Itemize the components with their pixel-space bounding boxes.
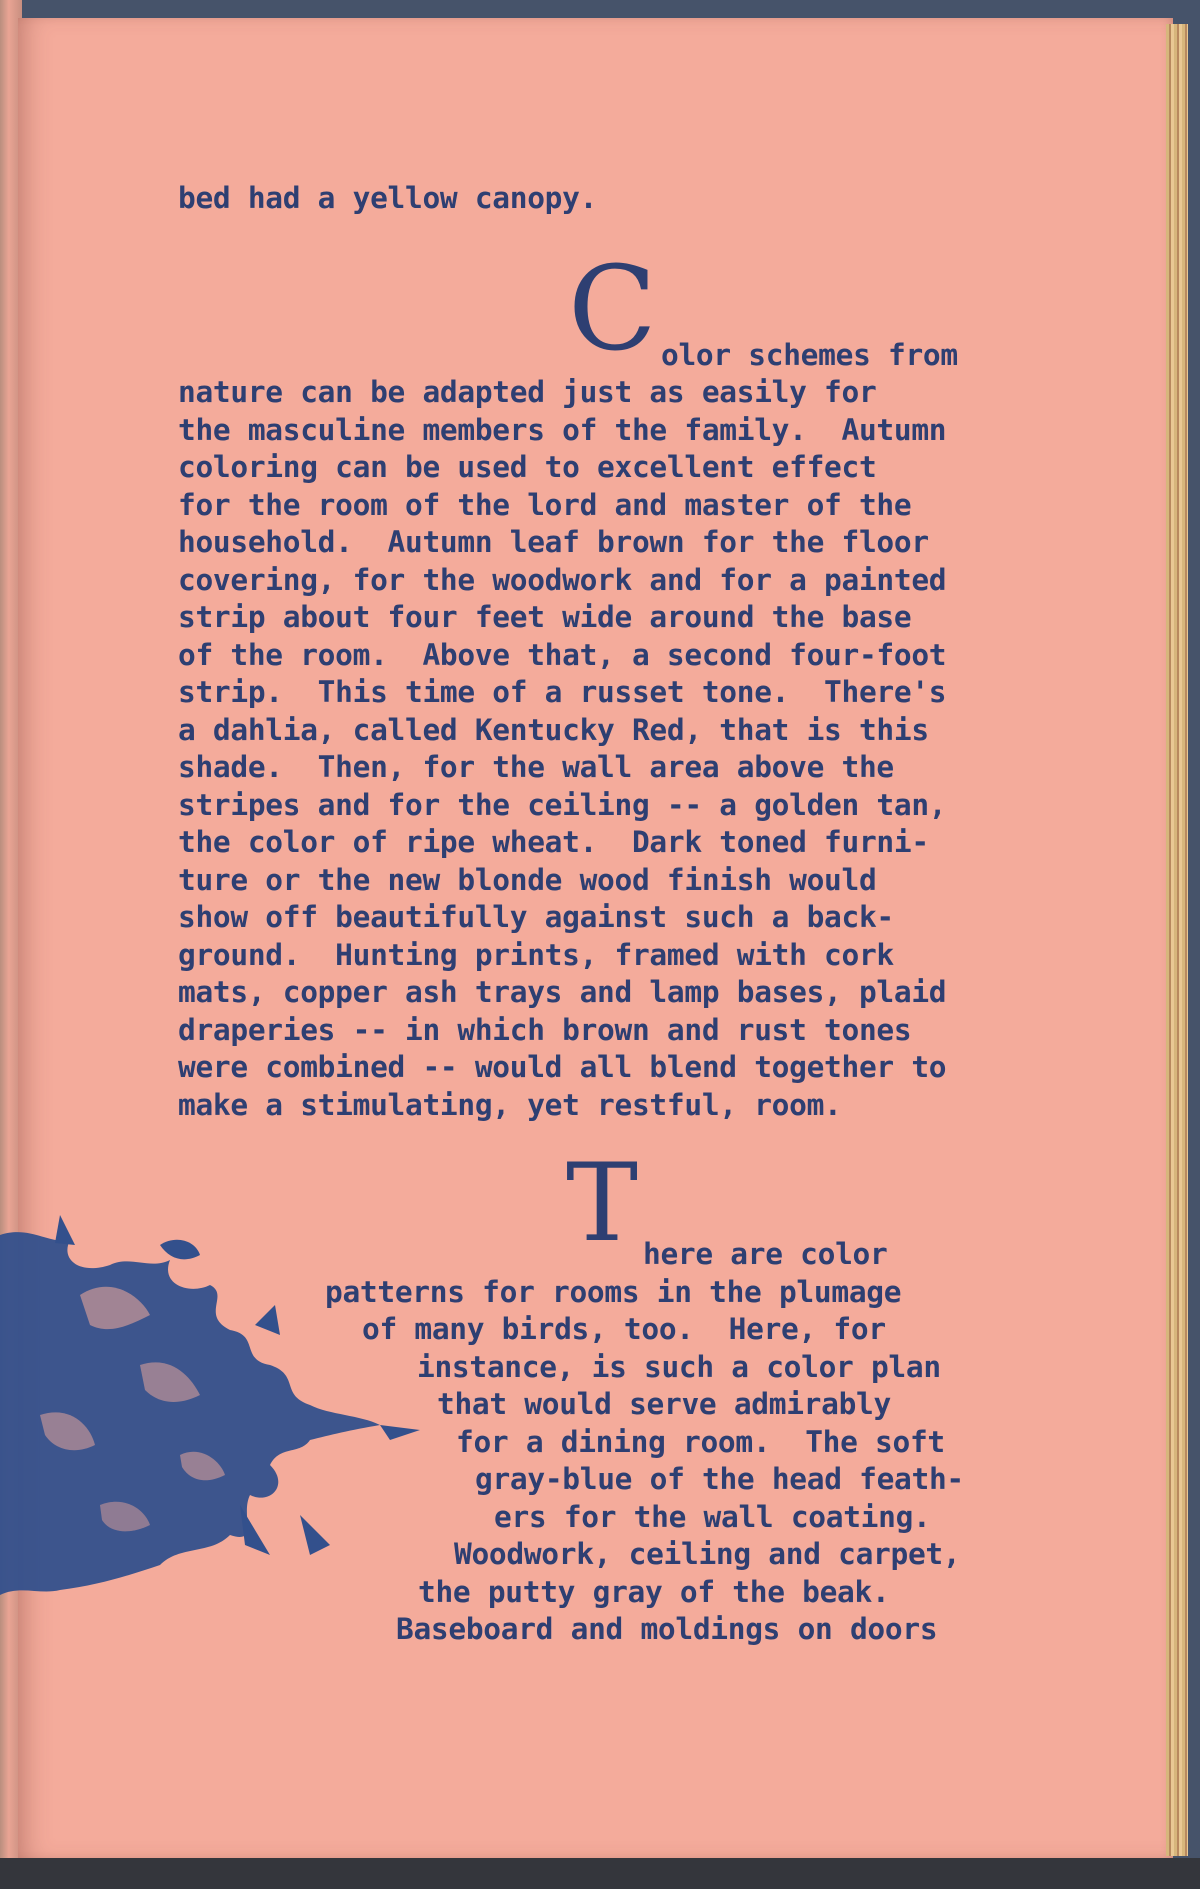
paragraph1-first-line: olor schemes from	[661, 338, 958, 372]
page-edges	[1166, 24, 1188, 1856]
paragraph1-line: were combined -- would all blend together to	[178, 1050, 947, 1084]
paragraph1-line: strip. This time of a russet tone. There's	[178, 675, 947, 709]
paragraph2-first-line: here are color	[643, 1237, 888, 1271]
paragraph1-line: household. Autumn leaf brown for the floor	[178, 525, 929, 559]
paragraph1-line: coloring can be used to excellent effect	[178, 450, 877, 484]
paragraph2-line: gray-blue of the head feath-	[475, 1462, 964, 1496]
paragraph1-line: the masculine members of the family. Autumn	[178, 412, 947, 447]
continued-line: bed had a yellow canopy.	[178, 181, 598, 215]
paragraph2-line: instance, is such a color plan	[417, 1349, 941, 1384]
paragraph1-line: draperies -- in which brown and rust tones	[178, 1012, 912, 1047]
paragraph1-line: mats, copper ash trays and lamp bases, plaid	[178, 975, 947, 1009]
paragraph2-line: for a dining room. The soft	[456, 1424, 945, 1459]
paragraph2-line: Baseboard and moldings on doors	[396, 1612, 938, 1646]
paragraph1-line: ground. Hunting prints, framed with cork	[178, 937, 894, 972]
paragraph1-line: show off beautifully against such a back-	[178, 900, 894, 934]
paragraph1-line: make a stimulating, yet restful, room.	[178, 1087, 842, 1122]
drop-cap-t: T	[566, 1141, 639, 1266]
paragraph2-line: Woodwork, ceiling and carpet,	[454, 1537, 961, 1571]
drop-cap-c: C	[568, 242, 657, 377]
paragraph2-line: ers for the wall coating.	[494, 1499, 931, 1534]
paragraph1-line: of the room. Above that, a second four-foot	[178, 637, 947, 672]
paragraph1-line: for the room of the lord and master of the	[178, 487, 912, 522]
paragraph1-line: nature can be adapted just as easily for	[178, 375, 877, 409]
paragraph2-line: of many birds, too. Here, for	[362, 1312, 886, 1346]
paragraph2-line: the putty gray of the beak.	[418, 1574, 890, 1609]
cover-edge	[0, 1858, 1200, 1889]
paragraph1-line: ture or the new blonde wood finish would	[178, 862, 877, 897]
paragraph1-line: strip about four feet wide around the base	[178, 600, 912, 634]
paragraph1-line: the color of ripe wheat. Dark toned furni-	[178, 825, 929, 859]
paragraph1-line: stripes and for the ceiling -- a golden tan,	[178, 787, 947, 822]
paragraph2-line: that would serve admirably	[437, 1387, 891, 1421]
paragraph1-line: shade. Then, for the wall area above the	[178, 750, 894, 784]
paragraph2-line: patterns for rooms in the plumage	[325, 1274, 902, 1309]
paragraph1-line: a dahlia, called Kentucky Red, that is this	[178, 712, 929, 747]
paragraph1-line: covering, for the woodwork and for a painted	[178, 562, 947, 597]
